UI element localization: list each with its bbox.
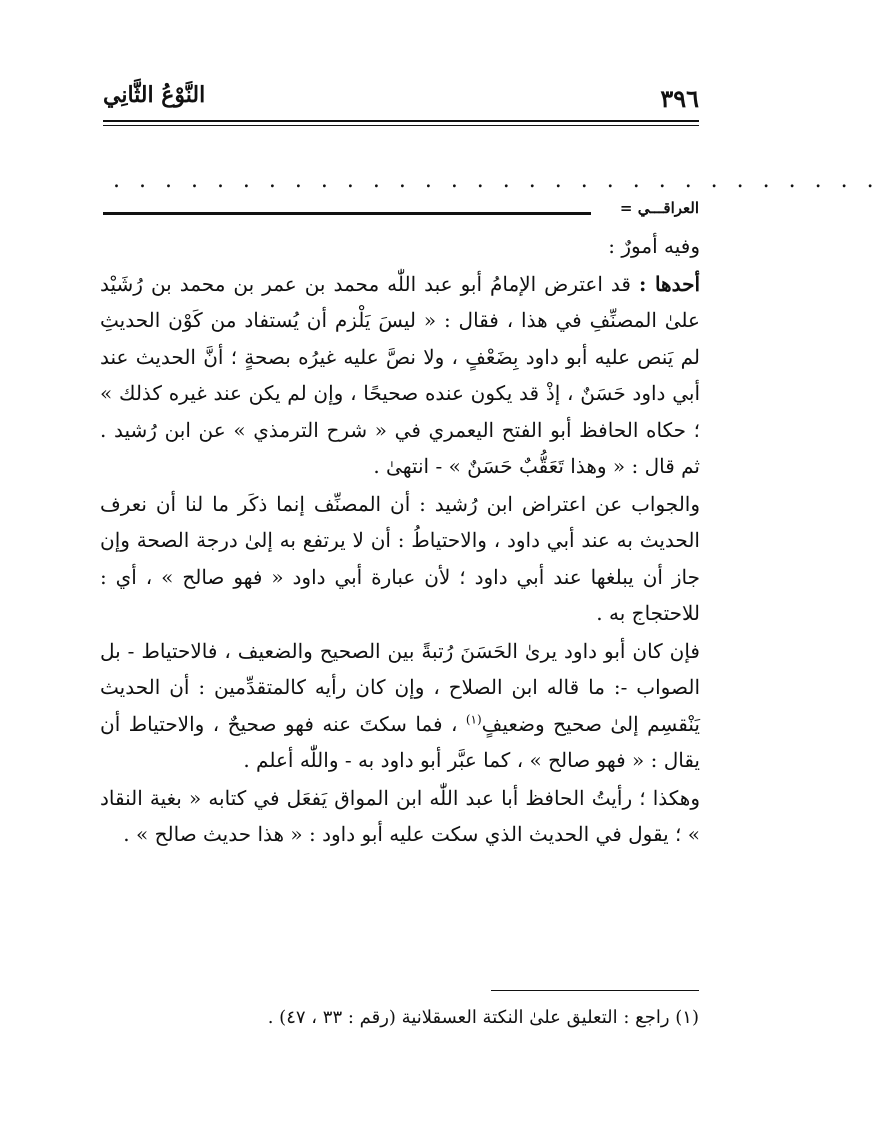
paragraph-text: قد اعترض الإمامُ أبو عبد اللّٰه محمد بن عمر بن محمد بن رُشَيْد علىٰ المصنِّفِ في هذا ، فقال : « ليسَ يَلْزم أن يُستفاد من كَوْن الحديثِ لم يَنص عليه أبو داود بِضَعْفٍ ، ولا نصَّ عليه غيرُه بصحةٍ ؛ أنَّ الحديث عند أبي داود حَسَنٌ ، إذْ قد يكون عنده صحيحًا ، وإن لم يكن عند غيره كذلك » ؛ حكاه الحافظ أبو الفتح اليعمري في « شرح الترمذي » عن ابن رُشيد . ثم قال : « وهذا تَعَقُّبٌ حَسَنٌ » - انتهىٰ . bbox=[100, 271, 700, 478]
footnote-marker[interactable]: (١) bbox=[465, 711, 482, 726]
section-rule bbox=[103, 212, 591, 215]
page-header bbox=[103, 80, 699, 116]
paragraph-answer bbox=[100, 486, 700, 632]
dotted-separator: . . . . . . . . . . . . . . . . . . . . . . . . . . . . . . bbox=[113, 168, 880, 193]
paragraph-text: والجواب عن اعتراض ابن رُشيد : أن المصنِّف إنما ذكَر ما لنا أن نعرف الحديث به عند أبي داود ، والاحتياطُ : أن لا يرتفع به إلىٰ درجة الصحة وإن جاز أن يبلغها عند أبي داود ؛ لأن عبارة أبي داود « فهو صالح » ، أي : للاحتجاج به . bbox=[100, 491, 700, 625]
paragraph-intro bbox=[100, 228, 700, 265]
paragraph-text: وهكذا ؛ رأيتُ الحافظ أبا عبد اللّٰه ابن المواق يَفعَل في كتابه « بغية النقاد » ؛ يقول في الحديث الذي سكت عليه أبو داود : « هذا حديث صالح » . bbox=[100, 785, 700, 846]
paragraph-hasan bbox=[100, 633, 700, 779]
header-rule bbox=[103, 120, 699, 122]
paragraph-first bbox=[100, 266, 700, 485]
paragraph-text: وفيه أمورٌ : bbox=[608, 234, 700, 258]
paragraph-mawwaq bbox=[100, 780, 700, 853]
paragraph-text-continued: ، فما سكتَ عنه فهو صحيحٌ ، والاحتياط أن يقال : « فهو صالح » ، كما عبَّر أبو داود به - واللّٰه أعلم . bbox=[100, 711, 700, 772]
header-rule-thin bbox=[103, 125, 699, 126]
main-text bbox=[100, 228, 700, 853]
running-title: النَّوْعُ الثَّانِي bbox=[103, 82, 206, 108]
section-label: العراقـــي = bbox=[619, 199, 699, 217]
paragraph-text: فإن كان أبو داود يرىٰ الحَسَنَ رُتبةً بين الصحيح والضعيف ، فالاحتياط - بل الصواب -: ما قاله ابن الصلاح ، وإن كان رأيه كالمتقدِّمين : أن الحديث يَنْقسِم إلىٰ صحيح وضعيفٍ bbox=[100, 638, 700, 736]
footnote: (١) راجع : التعليق علىٰ النكتة العسقلانية (رقم : ٣٣ ، ٤٧) . bbox=[267, 1007, 699, 1028]
paragraph-lead: أحدها : bbox=[638, 271, 701, 296]
footnote-rule bbox=[491, 990, 699, 991]
page-number: ٣٩٦ bbox=[660, 84, 699, 113]
